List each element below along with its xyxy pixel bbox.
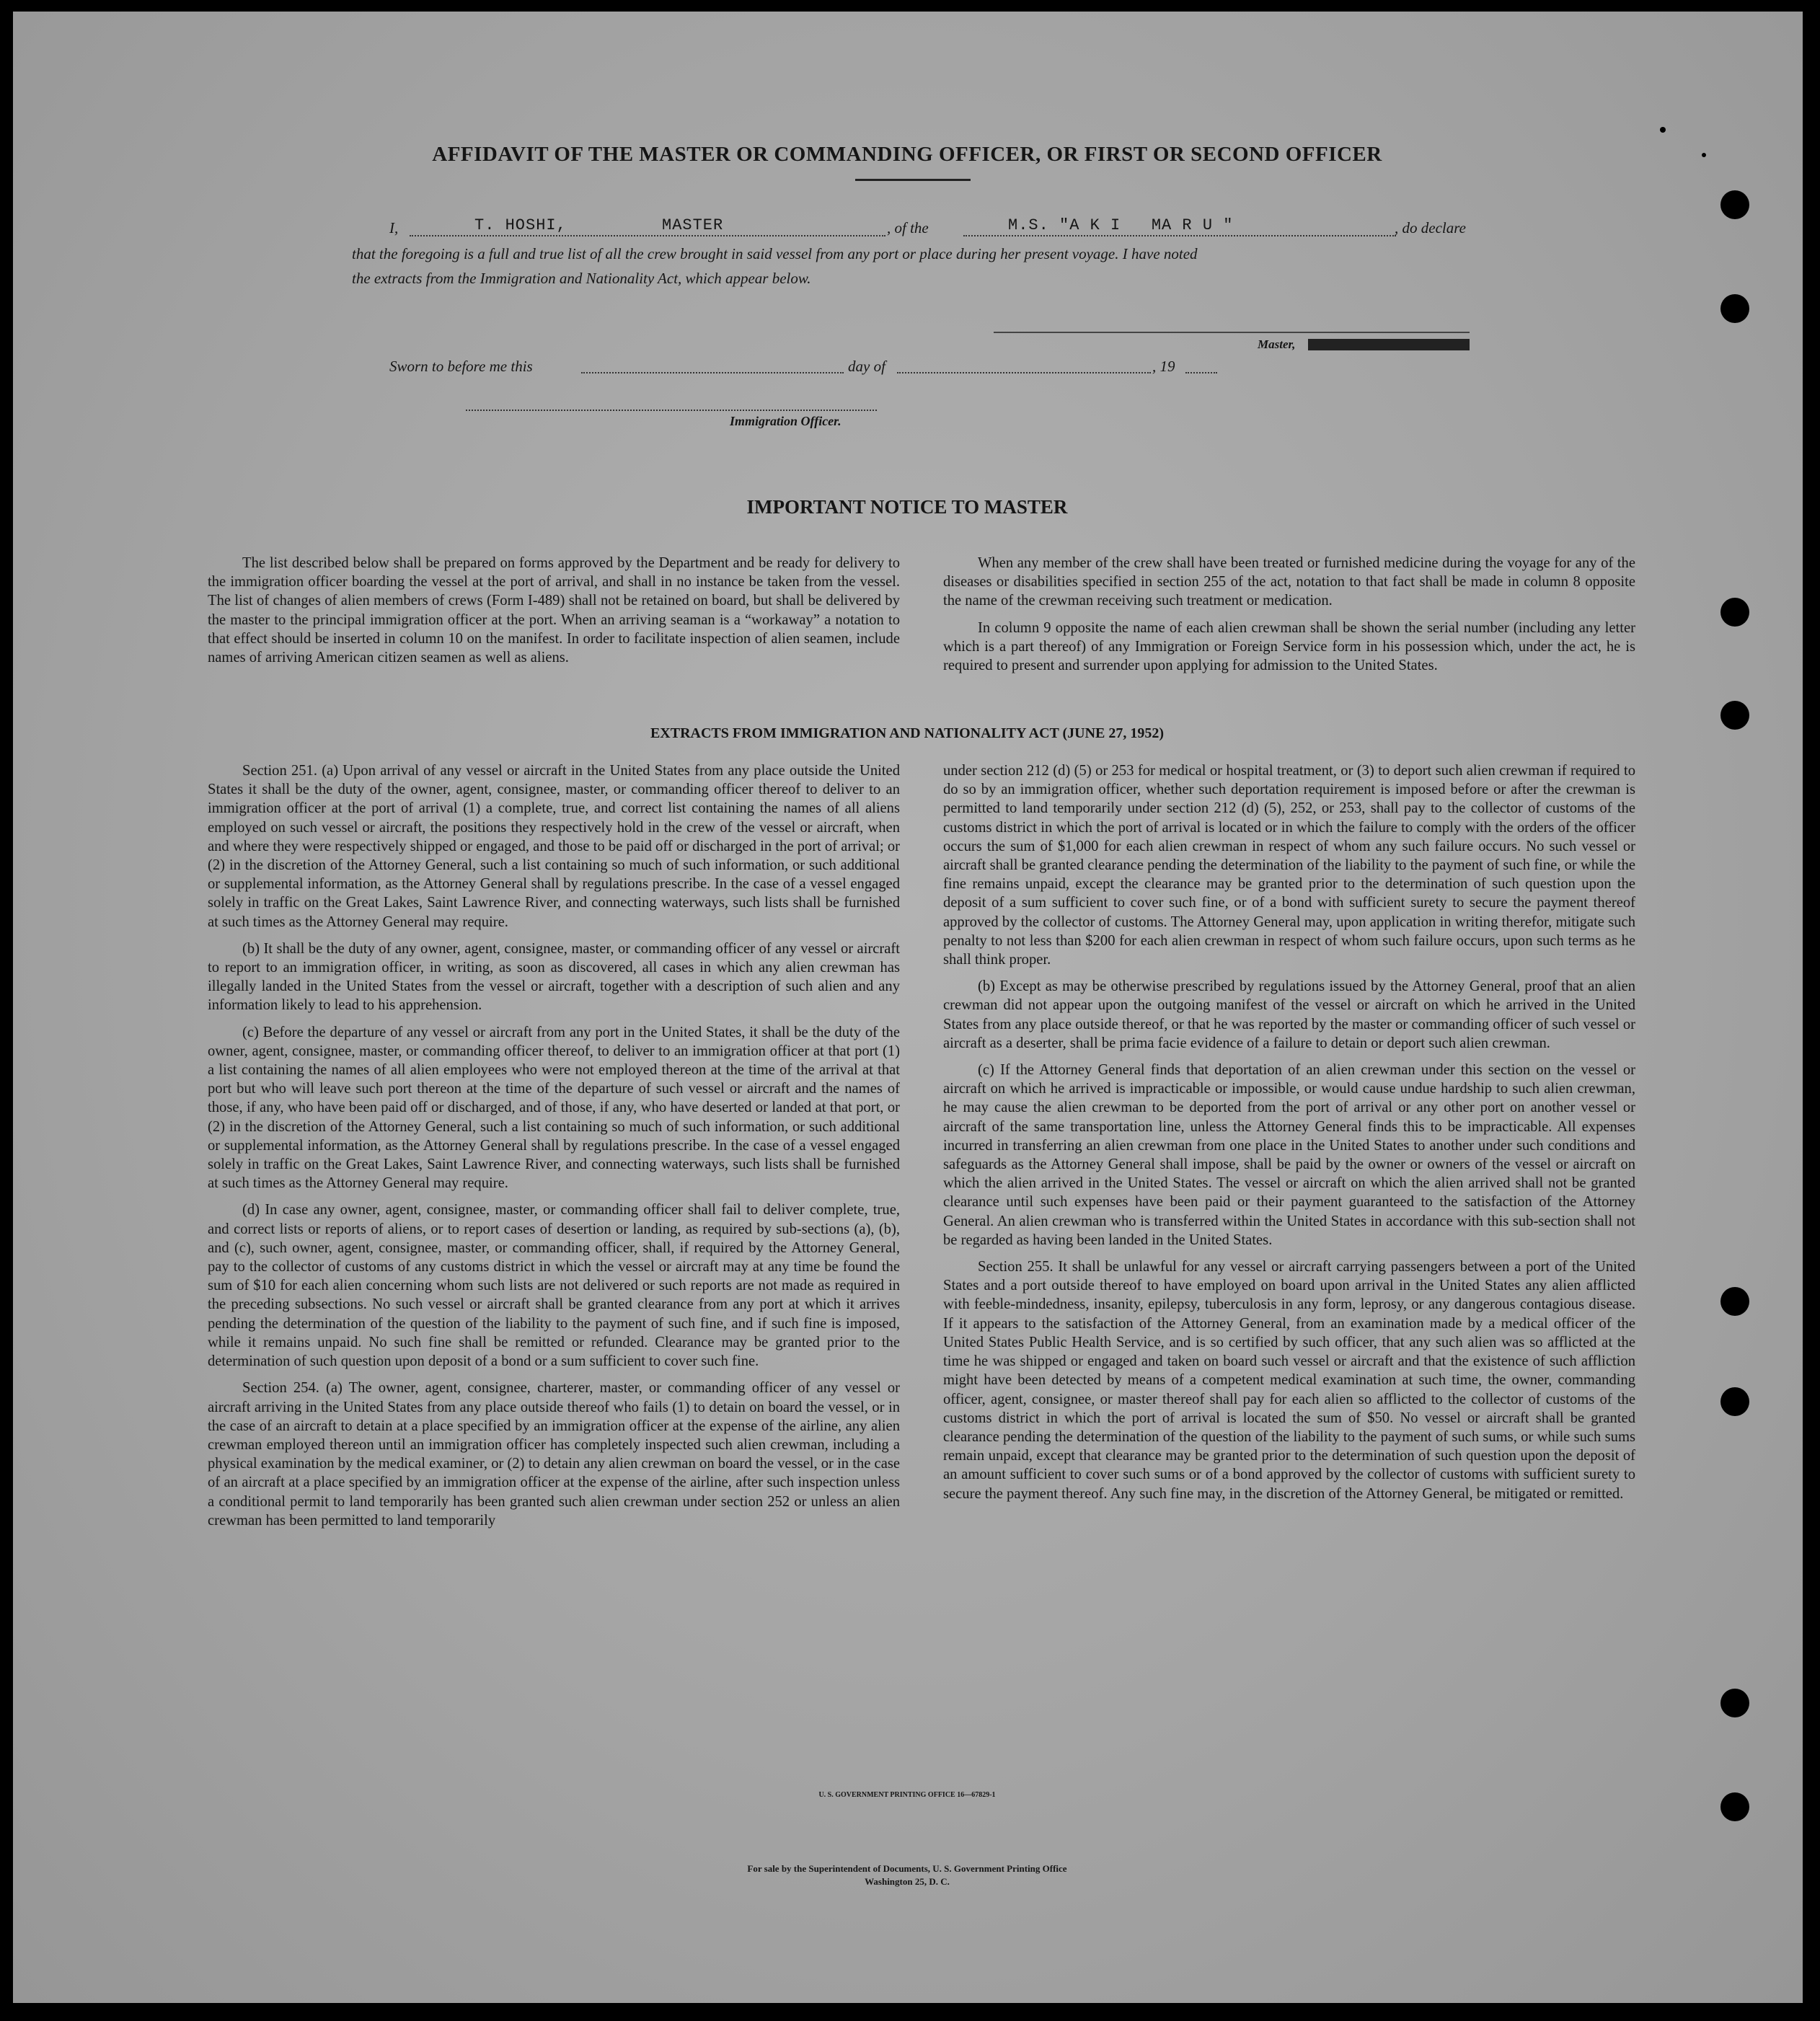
master-signature-line[interactable] [994,332,1470,333]
ink-speck [1660,127,1666,133]
punch-hole [1720,1689,1749,1717]
day-of-label: day of [848,358,885,375]
punch-hole [1720,1287,1749,1316]
immigration-officer-label: Immigration Officer. [730,414,841,428]
section-254-a-continued: under section 212 (d) (5) or 253 for medical or hospital treatment, or (3) to deport such alien crewman if required to do so by an immigration officer, whether such deportation requirement is imposed before or after the crewman is permitted to land temporarily under section 212 (d) (5), 252, or 253, shall pay to the collector of customs of the customs district in which the port of arrival is located or in which the failure to comply with the orders of the officer occurs the sum of $1,000 for each alien crewman in respect of whom any such failure occurs. No such vessel or aircraft shall be granted clearance pending the determination of the liability to the payment of such fine, or while the fine remains unpaid, except the clearance may be granted prior to the determination of such question upon the deposit of a sum sufficient to cover such fine, or of a bond with sufficient surety to secure the payment thereof approved by the collector of customs. The Attorney General may, upon application in writing therefor, mitigate such penalty to not less than $200 for each alien crewman in respect of whom such failure occurs, upon such terms as he shall think proper. [943,763,1635,968]
punch-hole [1720,190,1749,219]
punch-hole [1720,1387,1749,1416]
extracts-left-column [208,761,900,1538]
sale-line-2: Washington 25, D. C. [865,1876,950,1887]
decl-of-the: , of the [887,219,929,236]
section-254-a: Section 254. (a) The owner, agent, consignee, charterer, master, or commanding officer of any vessel or aircraft arriving in the United States from any place outside thereof who fails (1) to detain on board the vessel, or in the case of an aircraft to detain at a place specified by an immigration officer at the expense of the airline, any alien crewman employed thereon until an immigration officer has completely inspected such alien crewman, including a physical examination by the medical examiner, or (2) to detain any alien crewman on board the vessel, or in the case of an aircraft at a place specified by an immigration officer at the expense of the airline, after such inspection unless a conditional permit to land temporarily has been granted such alien crewman under section 252 or unless an alien crewman has been permitted to land temporarily [208,1380,900,1529]
notice-right-column [943,554,1635,683]
section-251-b: (b) It shall be the duty of any owner, agent, consignee, master, or commanding officer of any vessel or aircraft to report to an immigration officer, in writing, as soon as discovered, all cases in which any alien crewman has illegally landed in the United States from the vessel or aircraft, together with a description of such alien and any information likely to lead to his apprehension. [208,940,900,1014]
sworn-year-line[interactable] [1185,372,1217,373]
punch-hole [1720,598,1749,627]
notice-heading: IMPORTANT NOTICE TO MASTER [746,496,1068,518]
sworn-month-line[interactable] [897,372,1151,373]
master-label: Master, [1258,337,1296,351]
notice-right-paragraph-2: In column 9 opposite the name of each alien crewman shall be shown the serial number (including any letter which is a part thereof) of any Immigration or Foreign Service form in his possession which, under the act, he is required to present and surrender upon applying for admission to the United States. [943,619,1635,674]
printing-office-line: U. S. GOVERNMENT PRINTING OFFICE 16—67829-1 [818,1791,996,1799]
vessel-name[interactable]: M.S. "A K I MA R U " [1008,216,1234,234]
notice-right-paragraph-1: When any member of the crew shall have been treated or furnished medicine during the voyage for any of the diseases or disabilities specified in section 255 of the act, notation to that fact shall be made in column 8 opposite the name of the crewman receiving such treatment or medication. [943,555,1635,609]
struck-out-text [1308,339,1470,350]
officer-name[interactable]: T. HOSHI, [474,216,567,234]
officer-rank[interactable]: MASTER [662,216,724,234]
punch-hole [1720,701,1749,730]
name-field-line [410,235,885,236]
section-251-a: Section 251. (a) Upon arrival of any vessel or aircraft in the United States from any place outside the United States it shall be the duty of the owner, agent, consignee, master, or commanding officer thereof to deliver to an immigration officer at the port of arrival (1) a complete, true, and correct list containing the names of all aliens employed on such vessel or aircraft, the positions they respectively hold in the crew of the vessel or aircraft, when and where they were respectively shipped or engaged, and those to be paid off or discharged in the port of arrival; or (2) in the discretion of the Attorney General, such a list containing so much of such information, or such additional or supplemental information, as the Attorney General shall by regulations prescribe. In the case of a vessel engaged solely in traffic on the Great Lakes, Saint Lawrence River, and connecting waterways, such lists shall be furnished at such times as the Attorney General may require. [208,763,900,930]
section-255: Section 255. It shall be unlawful for any vessel or aircraft carrying passengers between a port of the United States and a port outside thereof to have employed on board upon arrival in the United States any alien afflicted with feeble-mindedness, insanity, epilepsy, tuberculosis in any form, leprosy, or any dangerous contagious disease. If it appears to the satisfaction of the Attorney General, from an examination made by a medical officer of the United States Public Health Service, and is so certified by such officer, that any such alien was so afflicted at the time he was shipped or engaged and taken on board such vessel or aircraft and that the existence of such affliction might have been detected by means of a competent medical examination at such time, the owner, commanding officer, agent, consignee, or master thereof shall pay for each alien so afflicted to the collector of customs of the customs district in which the port of arrival is located the sum of $50. No vessel or aircraft shall be granted clearance pending the determination of the question of the liability to the payment of such sums, or while such sums remain unpaid, except that clearance may be granted prior to the determination of such question upon the deposit of an amount sufficient to cover such sums or of a bond approved by the collector of customs with sufficient surety to secure the payment thereof. Any such fine may, in the discretion of the Attorney General, be mitigated or remitted. [943,1259,1635,1502]
title-rule [855,179,971,181]
decl-do-declare: , do declare [1395,219,1466,236]
decl-line-3: the extracts from the Immigration and Nationality Act, which appear below. [352,270,811,287]
decl-i: I, [389,219,399,236]
affidavit-title: AFFIDAVIT OF THE MASTER OR COMMANDING OFFICER, OR FIRST OR SECOND OFFICER [432,143,1382,166]
section-251-c: (c) Before the departure of any vessel or aircraft from any port in the United States, it shall be the duty of the owner, agent, consignee, master, or commanding officer thereof, to deliver to an immigration officer at that port (1) a list containing the names of all alien employees who were not employed thereon at the time of the arrival at that port but who will leave such port thereon at the time of the departure of such vessel or aircraft and the names of those, if any, who have been paid off or discharged, and of those, if any, who have deserted or landed at that port, or (2) in the discretion of the Attorney General, such a list containing so much of such information, or such additional or supplemental information, as the Attorney General shall by regulations prescribe. In the case of a vessel engaged solely in traffic on the Great Lakes, Saint Lawrence River, and connecting waterways, such lists shall be furnished at such times as the Attorney General may require. [208,1024,900,1192]
sworn-day-line[interactable] [581,372,844,373]
year-label: , 19 [1152,358,1175,375]
immigration-officer-signature-line[interactable] [466,410,877,411]
section-251-d: (d) In case any owner, agent, consignee, master, or commanding officer shall fail to deliver complete, true, and correct lists or reports of aliens, or to report cases of desertion or landing, as required by sub-sections (a), (b), and (c), such owner, agent, consignee, master, or commanding officer, shall, if required by the Attorney General, pay to the collector of customs of any customs district in which the vessel or aircraft may at any time be found the sum of $10 for each alien concerning whom such lists are not delivered or such reports are not made as required in the preceding subsections. No such vessel or aircraft shall be granted clearance from any port at which it arrives pending the determination of the question of the liability to the payment of such fine, and if such fine is imposed, while it remains unpaid. No such fine shall be remitted or refunded. Clearance may be granted prior to the determination of such question upon deposit of a bond or a sum sufficient to cover such fine. [208,1202,900,1370]
decl-line-2: that the foregoing is a full and true list of all the crew brought in said vessel from any port or place during her present voyage. I have noted [352,245,1198,262]
notice-left-paragraph: The list described below shall be prepared on forms approved by the Department and be ready for delivery to the immigration officer boarding the vessel at the port of arrival, and shall in no instance be taken from the vessel. The list of changes of alien members of crews (Form I-489) shall not be retained on board, but shall be delivered by the master to the principal immigration officer at the port. When an arriving seaman is a “workaway” a notation to that effect should be inserted in column 10 on the manifest. In order to facilitate inspection of alien seamen, include names of arriving American citizen seamen as well as aliens. [208,555,900,666]
form-page [13,12,1803,2003]
vessel-field-line [963,235,1396,236]
sale-line-1: For sale by the Superintendent of Documents, U. S. Government Printing Office [747,1863,1067,1874]
notice-left-column [208,554,900,675]
section-254-b: (b) Except as may be otherwise prescribed by regulations issued by the Attorney General, proof that an alien crewman did not appear upon the outgoing manifest of the vessel or aircraft on which he arrived in the United States from any place outside thereof, or that he was reported by the master or commanding officer of such vessel or aircraft as a deserter, shall be prima facie evidence of a failure to detain or deport such alien crewman. [943,978,1635,1051]
ink-speck [1702,153,1706,157]
extracts-heading: EXTRACTS FROM IMMIGRATION AND NATIONALITY ACT (JUNE 27, 1952) [650,725,1165,741]
punch-hole [1720,1792,1749,1821]
extracts-right-column [943,761,1635,1511]
punch-hole [1720,294,1749,323]
sworn-label: Sworn to before me this [389,358,533,375]
section-254-c: (c) If the Attorney General finds that deportation of an alien crewman under this section on the vessel or aircraft on which he arrived is impracticable or impossible, or would cause undue hardship to such alien crewman, he may cause the alien crewman to be deported from the port of arrival or any other port on another vessel or aircraft of the same transportation line, unless the Attorney General finds this to be impracticable. All expenses incurred in transferring an alien crewman from one place in the United States to another under such conditions and safeguards as the Attorney General shall impose, shall be paid by the owner or owners of the vessel or aircraft on which the alien arrived in the United States. The vessel or aircraft on which the alien arrived shall not be granted clearance until such expenses have been paid or their payment guaranteed to the satisfaction of the Attorney General. An alien crewman who is transferred within the United States in accordance with this sub-section shall not be regarded as having been landed in the United States. [943,1062,1635,1248]
